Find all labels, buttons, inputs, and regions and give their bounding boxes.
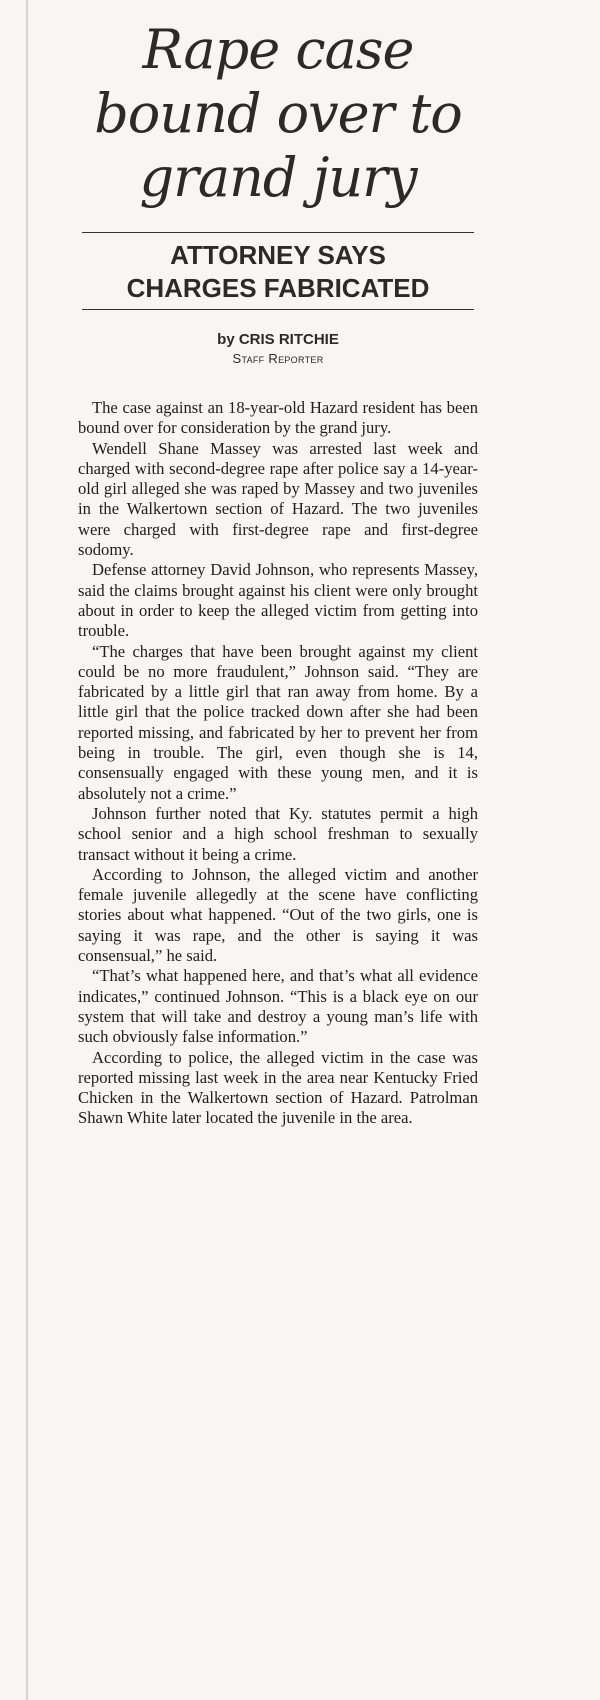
byline-title: Staff Reporter (232, 351, 324, 366)
subheadline (78, 239, 478, 305)
headline-line-2: bound over to (94, 82, 462, 145)
subheadline-line-1: ATTORNEY SAYS (170, 240, 386, 270)
byline-author: by CRIS RITCHIE (217, 331, 339, 348)
paragraph-5: Johnson further noted that Ky. statutes permit a high school senior and a high school freshman to sexually transact without it being a crime. (78, 803, 478, 864)
subheadline-line-2: CHARGES FABRICATED (126, 273, 430, 303)
paragraph-8: According to police, the alleged victim in the case was reported missing last week in the area near Kentucky Fried Chicken in the Walkertown section of Hazard. Patrolman Shawn White later located the juvenile in the area. (78, 1047, 478, 1128)
paragraph-7: “That’s what happened here, and that’s what all evidence indicates,” continued Johnson. “This is a black eye on our system that will take and destroy a young man’s life with such obviously false information.” (78, 966, 478, 1047)
article-column (78, 18, 478, 1129)
paragraph-6: According to Johnson, the alleged victim and another female juvenile allegedly at the scene have conflicting stories about what happened. “Out of the two girls, one is saying it was rape, and the other is saying it was consensual,” he said. (78, 864, 478, 966)
paragraph-1: The case against an 18-year-old Hazard resident has been bound over for consideration by the grand jury. (78, 398, 478, 438)
page-edge-shadow (26, 0, 28, 1700)
headline-line-3: grand jury (139, 146, 417, 209)
headline-rule-top (82, 232, 474, 233)
paragraph-2: Wendell Shane Massey was arrested last week and charged with second-degree rape after police say a 14-year-old girl alleged she was raped by Massey and two juveniles in the Walkertown section of Hazard. The two juveniles were charged with first-degree rape and first-degree sodomy. (78, 438, 478, 560)
paragraph-4: “The charges that have been brought against my client could be no more fraudulent,” Johnson said. “They are fabricated by a little girl that ran away from home. By a little girl that the police tracked down after she had been reported missing, and fabricated by her to prevent her from being in trouble. The girl, even though she is 14, consensually engaged with these young men, and it is absolutely not a crime.” (78, 641, 478, 803)
headline (78, 18, 478, 210)
paragraph-3: Defense attorney David Johnson, who represents Massey, said the claims brought against his client were only brought about in order to keep the alleged victim from getting into trouble. (78, 560, 478, 641)
headline-line-1: Rape case (142, 18, 414, 81)
article-body (78, 398, 478, 1129)
byline (78, 330, 478, 368)
headline-rule-bottom (82, 309, 474, 310)
